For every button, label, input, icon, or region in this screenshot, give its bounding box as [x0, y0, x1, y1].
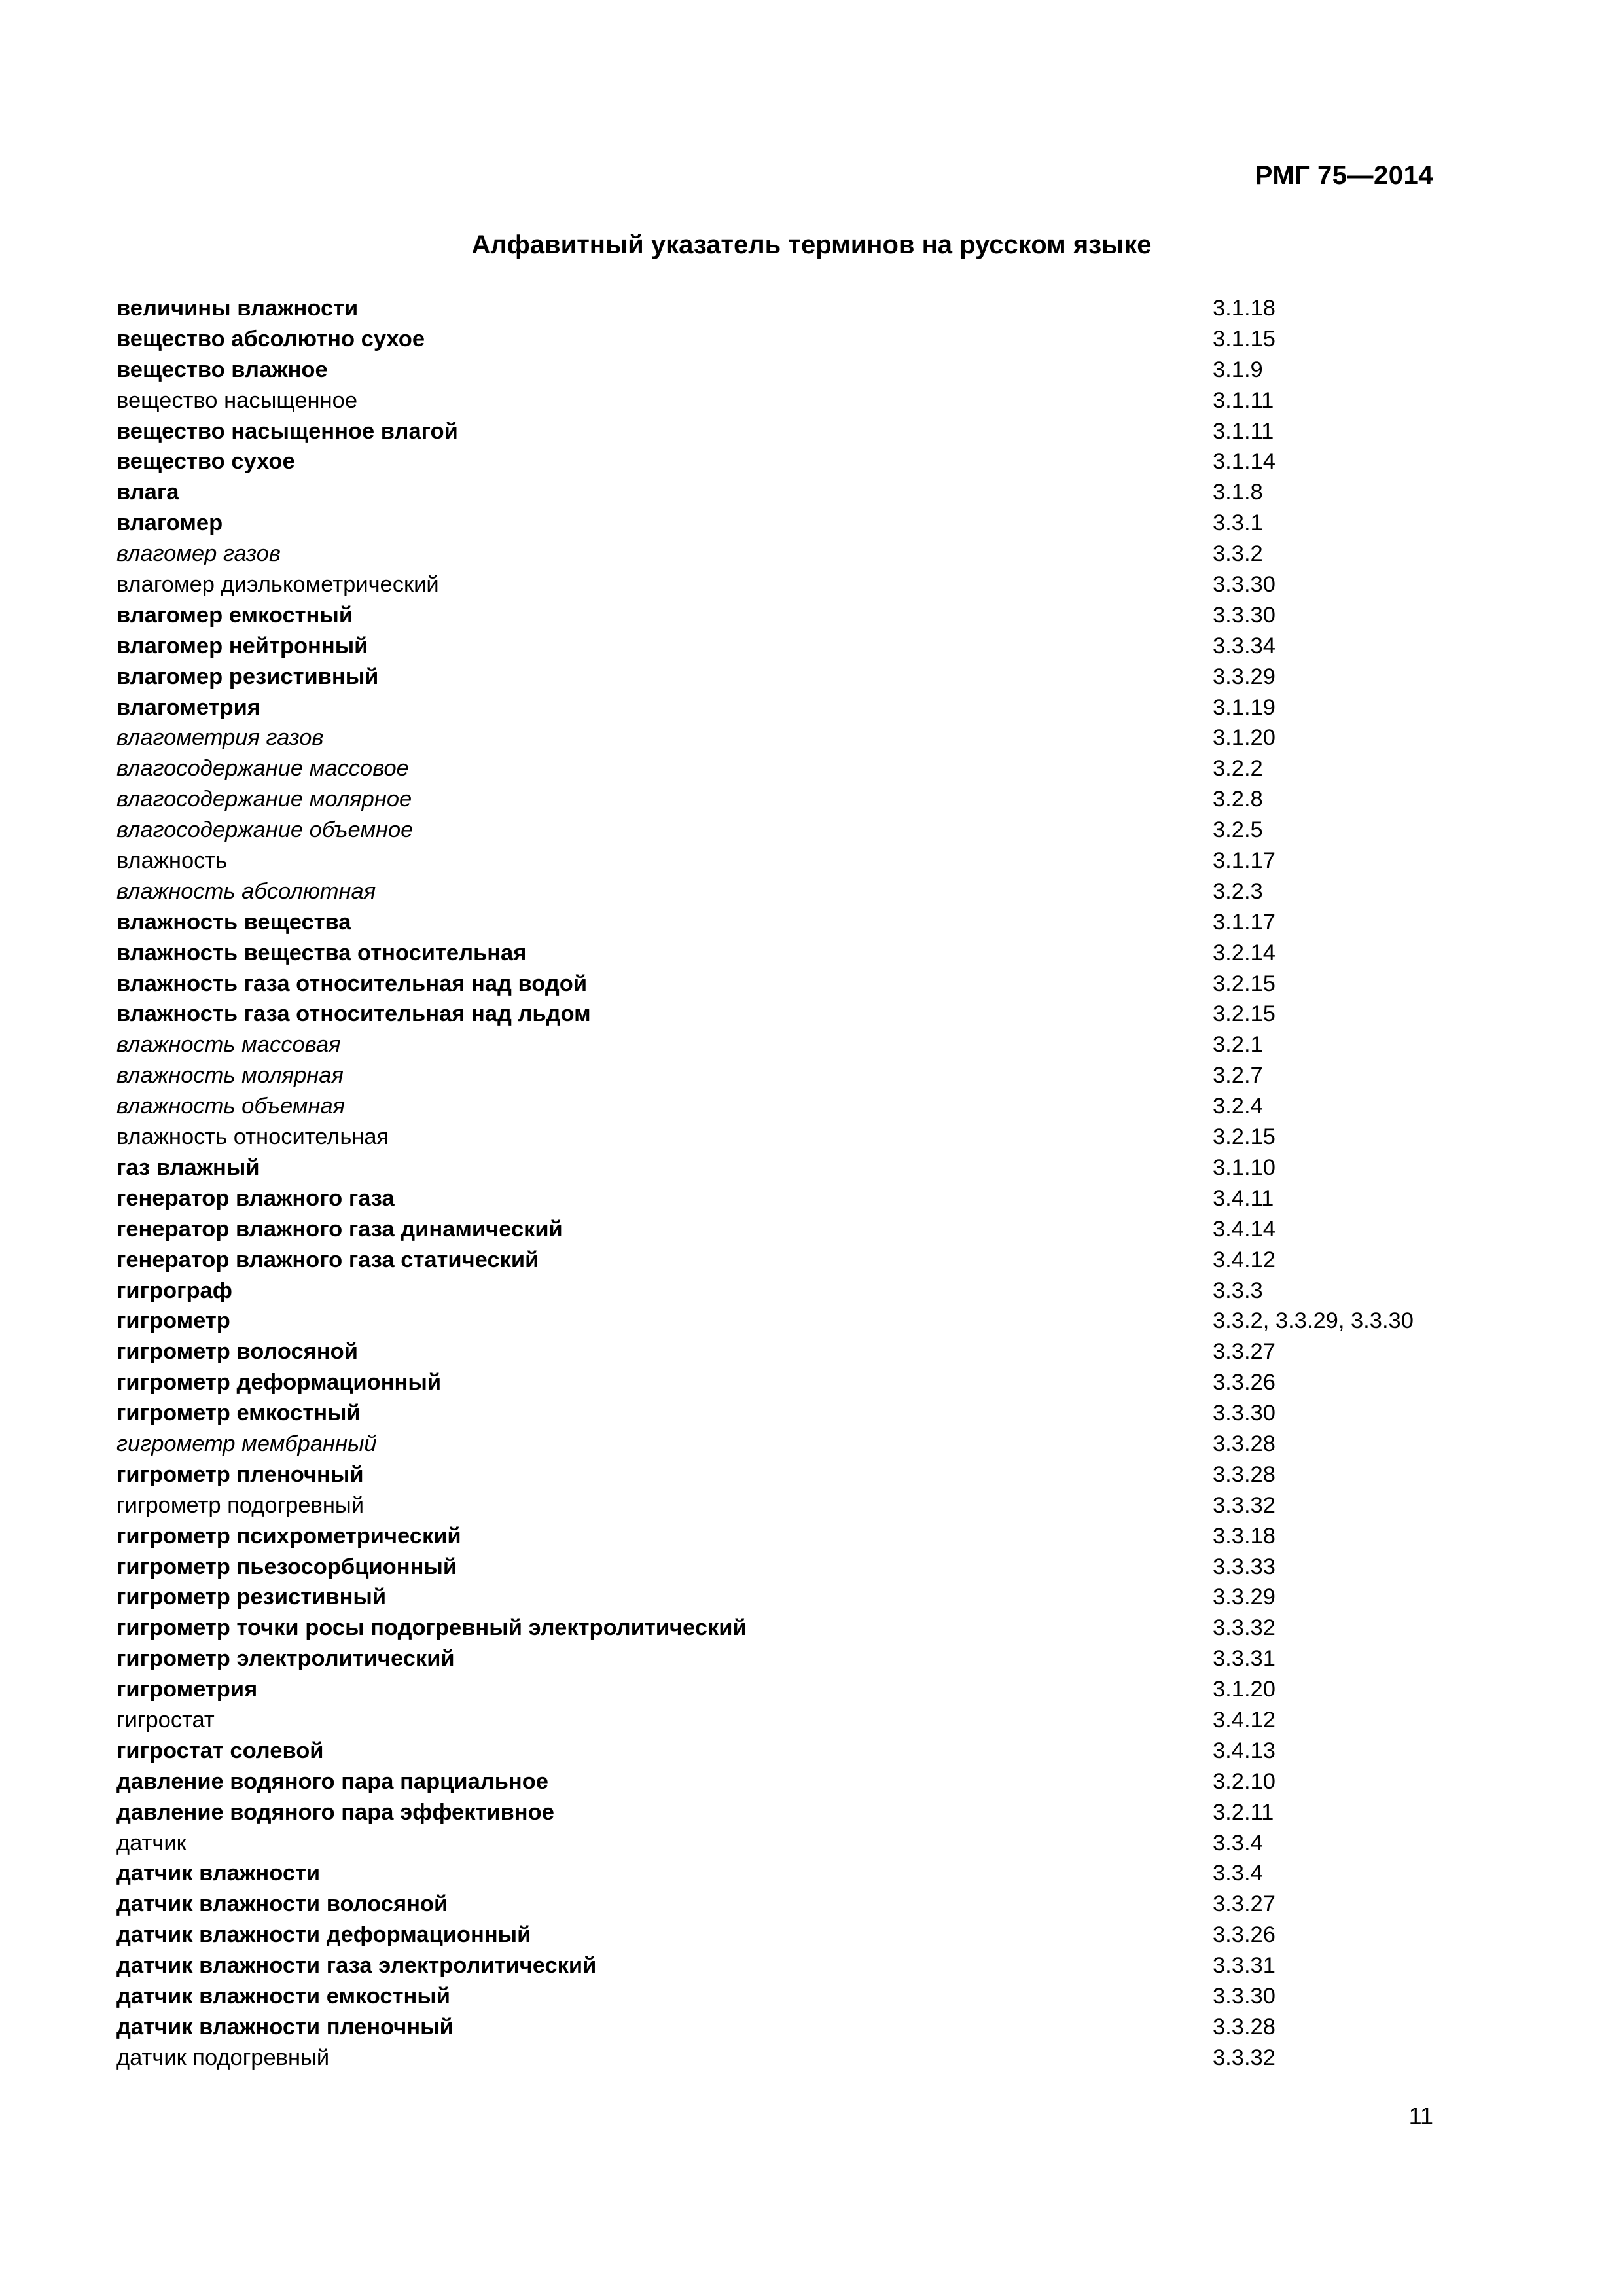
- index-reference: 3.2.1: [1213, 1032, 1263, 1058]
- index-entry: [116, 355, 1458, 386]
- index-reference: 3.3.30: [1213, 602, 1275, 628]
- index-reference: 3.3.1: [1213, 511, 1263, 536]
- index-reference: 3.2.15: [1213, 971, 1275, 996]
- index-entry: [116, 1736, 1458, 1767]
- index-entry: [116, 938, 1458, 969]
- index-reference: 3.1.11: [1213, 418, 1274, 444]
- index-reference: 3.1.9: [1213, 357, 1263, 382]
- index-reference: 3.3.26: [1213, 1370, 1275, 1395]
- index-reference: 3.2.15: [1213, 1001, 1275, 1027]
- index-entry: [116, 784, 1458, 815]
- index-term: датчик влажности пленочный: [116, 2014, 454, 2039]
- index-entry: [116, 907, 1458, 938]
- index-reference: 3.3.4: [1213, 1861, 1263, 1886]
- index-entry: [116, 1091, 1458, 1122]
- index-term: гигрометр: [116, 1308, 230, 1334]
- index-entry: [116, 477, 1458, 508]
- index-term: влажность объемная: [116, 1094, 346, 1119]
- index-term: датчик влажности емкостный: [116, 1983, 451, 2009]
- index-reference: 3.3.29: [1213, 664, 1275, 689]
- index-reference: 3.3.28: [1213, 2014, 1275, 2039]
- index-reference: 3.3.4: [1213, 1830, 1263, 1856]
- index-reference: 3.4.11: [1213, 1185, 1274, 1211]
- index-term: влагомер емкостный: [116, 602, 353, 628]
- index-reference: 3.4.12: [1213, 1707, 1275, 1732]
- index-term: гигрометр точки росы подогревный электролитический: [116, 1615, 747, 1641]
- index-entry: [116, 1122, 1458, 1153]
- index-term: гигрометр подогревный: [116, 1492, 364, 1518]
- index-entry: [116, 876, 1458, 907]
- index-reference: 3.4.14: [1213, 1216, 1275, 1242]
- index-reference: 3.3.28: [1213, 1462, 1275, 1487]
- index-entry: [116, 1276, 1458, 1306]
- index-term: датчик влажности волосяной: [116, 1892, 448, 1917]
- index-reference: 3.3.31: [1213, 1953, 1275, 1979]
- index-reference: 3.2.14: [1213, 940, 1275, 965]
- index-reference: 3.2.8: [1213, 787, 1263, 812]
- index-entry: [116, 662, 1458, 692]
- index-term: влагомер диэлькометрический: [116, 572, 439, 598]
- index-term: вещество насыщенное: [116, 387, 358, 413]
- index-entry: [116, 1336, 1458, 1367]
- index-term: влажность вещества: [116, 909, 351, 935]
- index-term: влагометрия газов: [116, 725, 324, 751]
- index-term: давление водяного пара парциальное: [116, 1768, 548, 1794]
- index-term: вещество абсолютно сухое: [116, 326, 425, 351]
- index-term: газ влажный: [116, 1155, 260, 1180]
- index-entry: [116, 1367, 1458, 1398]
- index-reference: 3.2.11: [1213, 1799, 1274, 1825]
- index-term: датчик влажности газа электролитический: [116, 1953, 597, 1979]
- index-entry: [116, 2012, 1458, 2043]
- index-entry: [116, 569, 1458, 600]
- index-reference: 3.1.15: [1213, 326, 1275, 351]
- index-entry: [116, 1582, 1458, 1613]
- index-term: гигрометр пьезосорбционный: [116, 1554, 457, 1579]
- index-reference: 3.3.31: [1213, 1646, 1275, 1672]
- index-term: гигрометр электролитический: [116, 1646, 455, 1672]
- index-reference: 3.1.8: [1213, 480, 1263, 505]
- index-entry: [116, 1490, 1458, 1521]
- page-title: Алфавитный указатель терминов на русском языке: [471, 230, 1152, 259]
- index-term: влажность газа относительная над льдом: [116, 1001, 591, 1027]
- index-term: влагомер нейтронный: [116, 633, 368, 658]
- index-term: гигрометр резистивный: [116, 1585, 387, 1610]
- index-entry: [116, 1214, 1458, 1245]
- index-reference: 3.3.27: [1213, 1339, 1275, 1365]
- index-reference: 3.1.14: [1213, 449, 1275, 475]
- index-entry: [116, 1705, 1458, 1736]
- index-reference: 3.1.18: [1213, 296, 1275, 321]
- index-reference: 3.3.18: [1213, 1523, 1275, 1549]
- index-reference: 3.3.30: [1213, 572, 1275, 598]
- index-term: гигрометр волосяной: [116, 1339, 358, 1365]
- index-term: датчик: [116, 1830, 187, 1856]
- index-term: гигрометр мембранный: [116, 1431, 377, 1456]
- index-term: гигрометр психрометрический: [116, 1523, 461, 1549]
- index-reference: 3.2.5: [1213, 817, 1263, 843]
- index-term: датчик подогревный: [116, 2045, 330, 2070]
- index-reference: 3.2.3: [1213, 878, 1263, 904]
- index-entry: [116, 1153, 1458, 1183]
- index-term: гигрометр деформационный: [116, 1370, 442, 1395]
- index-term: влажность молярная: [116, 1063, 344, 1088]
- index-term: вещество насыщенное влагой: [116, 418, 458, 444]
- index-term: гигростат солевой: [116, 1738, 324, 1763]
- index-reference: 3.3.27: [1213, 1892, 1275, 1917]
- index-term: гигрограф: [116, 1278, 232, 1303]
- index-entry: [116, 753, 1458, 784]
- document-code: РМГ 75—2014: [1255, 161, 1433, 190]
- index-entry: [116, 1060, 1458, 1091]
- index-entry: [116, 1858, 1458, 1889]
- index-term: влагосодержание молярное: [116, 787, 412, 812]
- index-entry: [116, 1030, 1458, 1060]
- index-entry: [116, 1245, 1458, 1276]
- index-term: гигрометр емкостный: [116, 1401, 361, 1426]
- index-term: гигростат: [116, 1707, 215, 1732]
- index-entry: [116, 539, 1458, 569]
- index-reference: 3.3.32: [1213, 1492, 1275, 1518]
- index-reference: 3.2.2: [1213, 756, 1263, 781]
- index-term: генератор влажного газа динамический: [116, 1216, 563, 1242]
- index-term: влагомер газов: [116, 541, 281, 567]
- index-reference: 3.3.30: [1213, 1401, 1275, 1426]
- index-reference: 3.1.17: [1213, 848, 1275, 874]
- index-entry: [116, 508, 1458, 539]
- index-term: влагосодержание массовое: [116, 756, 409, 781]
- index-entry: [116, 1643, 1458, 1674]
- index-reference: 3.3.32: [1213, 2045, 1275, 2070]
- index-entry: [116, 1306, 1458, 1336]
- index-entry: [116, 1981, 1458, 2012]
- index-entry: [116, 1674, 1458, 1705]
- index-entry: [116, 1552, 1458, 1583]
- index-term: датчик влажности деформационный: [116, 1922, 531, 1948]
- index-entry: [116, 723, 1458, 753]
- index-reference: 3.3.3: [1213, 1278, 1263, 1303]
- index-reference: 3.3.26: [1213, 1922, 1275, 1948]
- index-entry: [116, 293, 1458, 324]
- index-entry: [116, 1828, 1458, 1859]
- index-term: влажность относительная: [116, 1124, 389, 1150]
- index-reference: 3.2.4: [1213, 1094, 1263, 1119]
- index-reference: 3.3.2, 3.3.29, 3.3.30: [1213, 1308, 1414, 1334]
- index-entry: [116, 1613, 1458, 1643]
- index-term: величины влажности: [116, 296, 359, 321]
- index-reference: 3.3.2: [1213, 541, 1263, 567]
- index-entry: [116, 999, 1458, 1030]
- index-term: генератор влажного газа: [116, 1185, 395, 1211]
- index-term: влажность вещества относительная: [116, 940, 527, 965]
- index-entry: [116, 692, 1458, 723]
- index-entry: [116, 1521, 1458, 1552]
- index-reference: 3.1.11: [1213, 387, 1274, 413]
- index-term: влагометрия: [116, 694, 260, 720]
- index-reference: 3.1.20: [1213, 1677, 1275, 1702]
- index-term: влажность: [116, 848, 228, 874]
- index-entry: [116, 324, 1458, 355]
- index-entry: [116, 600, 1458, 631]
- term-index-list: [116, 293, 1458, 2073]
- index-entry: [116, 1889, 1458, 1920]
- index-reference: 3.2.7: [1213, 1063, 1263, 1088]
- index-entry: [116, 1460, 1458, 1490]
- index-entry: [116, 815, 1458, 846]
- index-term: влагосодержание объемное: [116, 817, 414, 843]
- index-reference: 3.1.20: [1213, 725, 1275, 751]
- index-term: гигрометрия: [116, 1677, 258, 1702]
- index-reference: 3.3.29: [1213, 1585, 1275, 1610]
- index-reference: 3.3.34: [1213, 633, 1275, 658]
- index-reference: 3.2.10: [1213, 1768, 1275, 1794]
- index-term: влага: [116, 480, 179, 505]
- index-entry: [116, 446, 1458, 477]
- index-term: вещество влажное: [116, 357, 328, 382]
- index-reference: 3.1.19: [1213, 694, 1275, 720]
- index-entry: [116, 1183, 1458, 1214]
- index-entry: [116, 1429, 1458, 1460]
- index-entry: [116, 631, 1458, 662]
- index-term: влажность массовая: [116, 1032, 341, 1058]
- index-term: давление водяного пара эффективное: [116, 1799, 554, 1825]
- index-reference: 3.4.13: [1213, 1738, 1275, 1763]
- index-reference: 3.4.12: [1213, 1247, 1275, 1272]
- index-entry: [116, 846, 1458, 876]
- index-reference: 3.3.28: [1213, 1431, 1275, 1456]
- index-reference: 3.3.33: [1213, 1554, 1275, 1579]
- index-term: генератор влажного газа статический: [116, 1247, 539, 1272]
- index-reference: 3.3.30: [1213, 1983, 1275, 2009]
- index-term: гигрометр пленочный: [116, 1462, 364, 1487]
- index-term: влажность газа относительная над водой: [116, 971, 588, 996]
- index-entry: [116, 1920, 1458, 1950]
- index-entry: [116, 1398, 1458, 1429]
- index-entry: [116, 1950, 1458, 1981]
- index-term: влагомер резистивный: [116, 664, 379, 689]
- index-entry: [116, 386, 1458, 416]
- index-entry: [116, 969, 1458, 999]
- index-entry: [116, 416, 1458, 447]
- index-term: влажность абсолютная: [116, 878, 376, 904]
- index-entry: [116, 2043, 1458, 2073]
- index-term: влагомер: [116, 511, 223, 536]
- page-number: 11: [1408, 2102, 1433, 2129]
- index-reference: 3.1.17: [1213, 909, 1275, 935]
- index-reference: 3.2.15: [1213, 1124, 1275, 1150]
- index-term: вещество сухое: [116, 449, 295, 475]
- index-term: датчик влажности: [116, 1861, 321, 1886]
- index-reference: 3.3.32: [1213, 1615, 1275, 1641]
- index-entry: [116, 1767, 1458, 1797]
- index-reference: 3.1.10: [1213, 1155, 1275, 1180]
- index-entry: [116, 1797, 1458, 1828]
